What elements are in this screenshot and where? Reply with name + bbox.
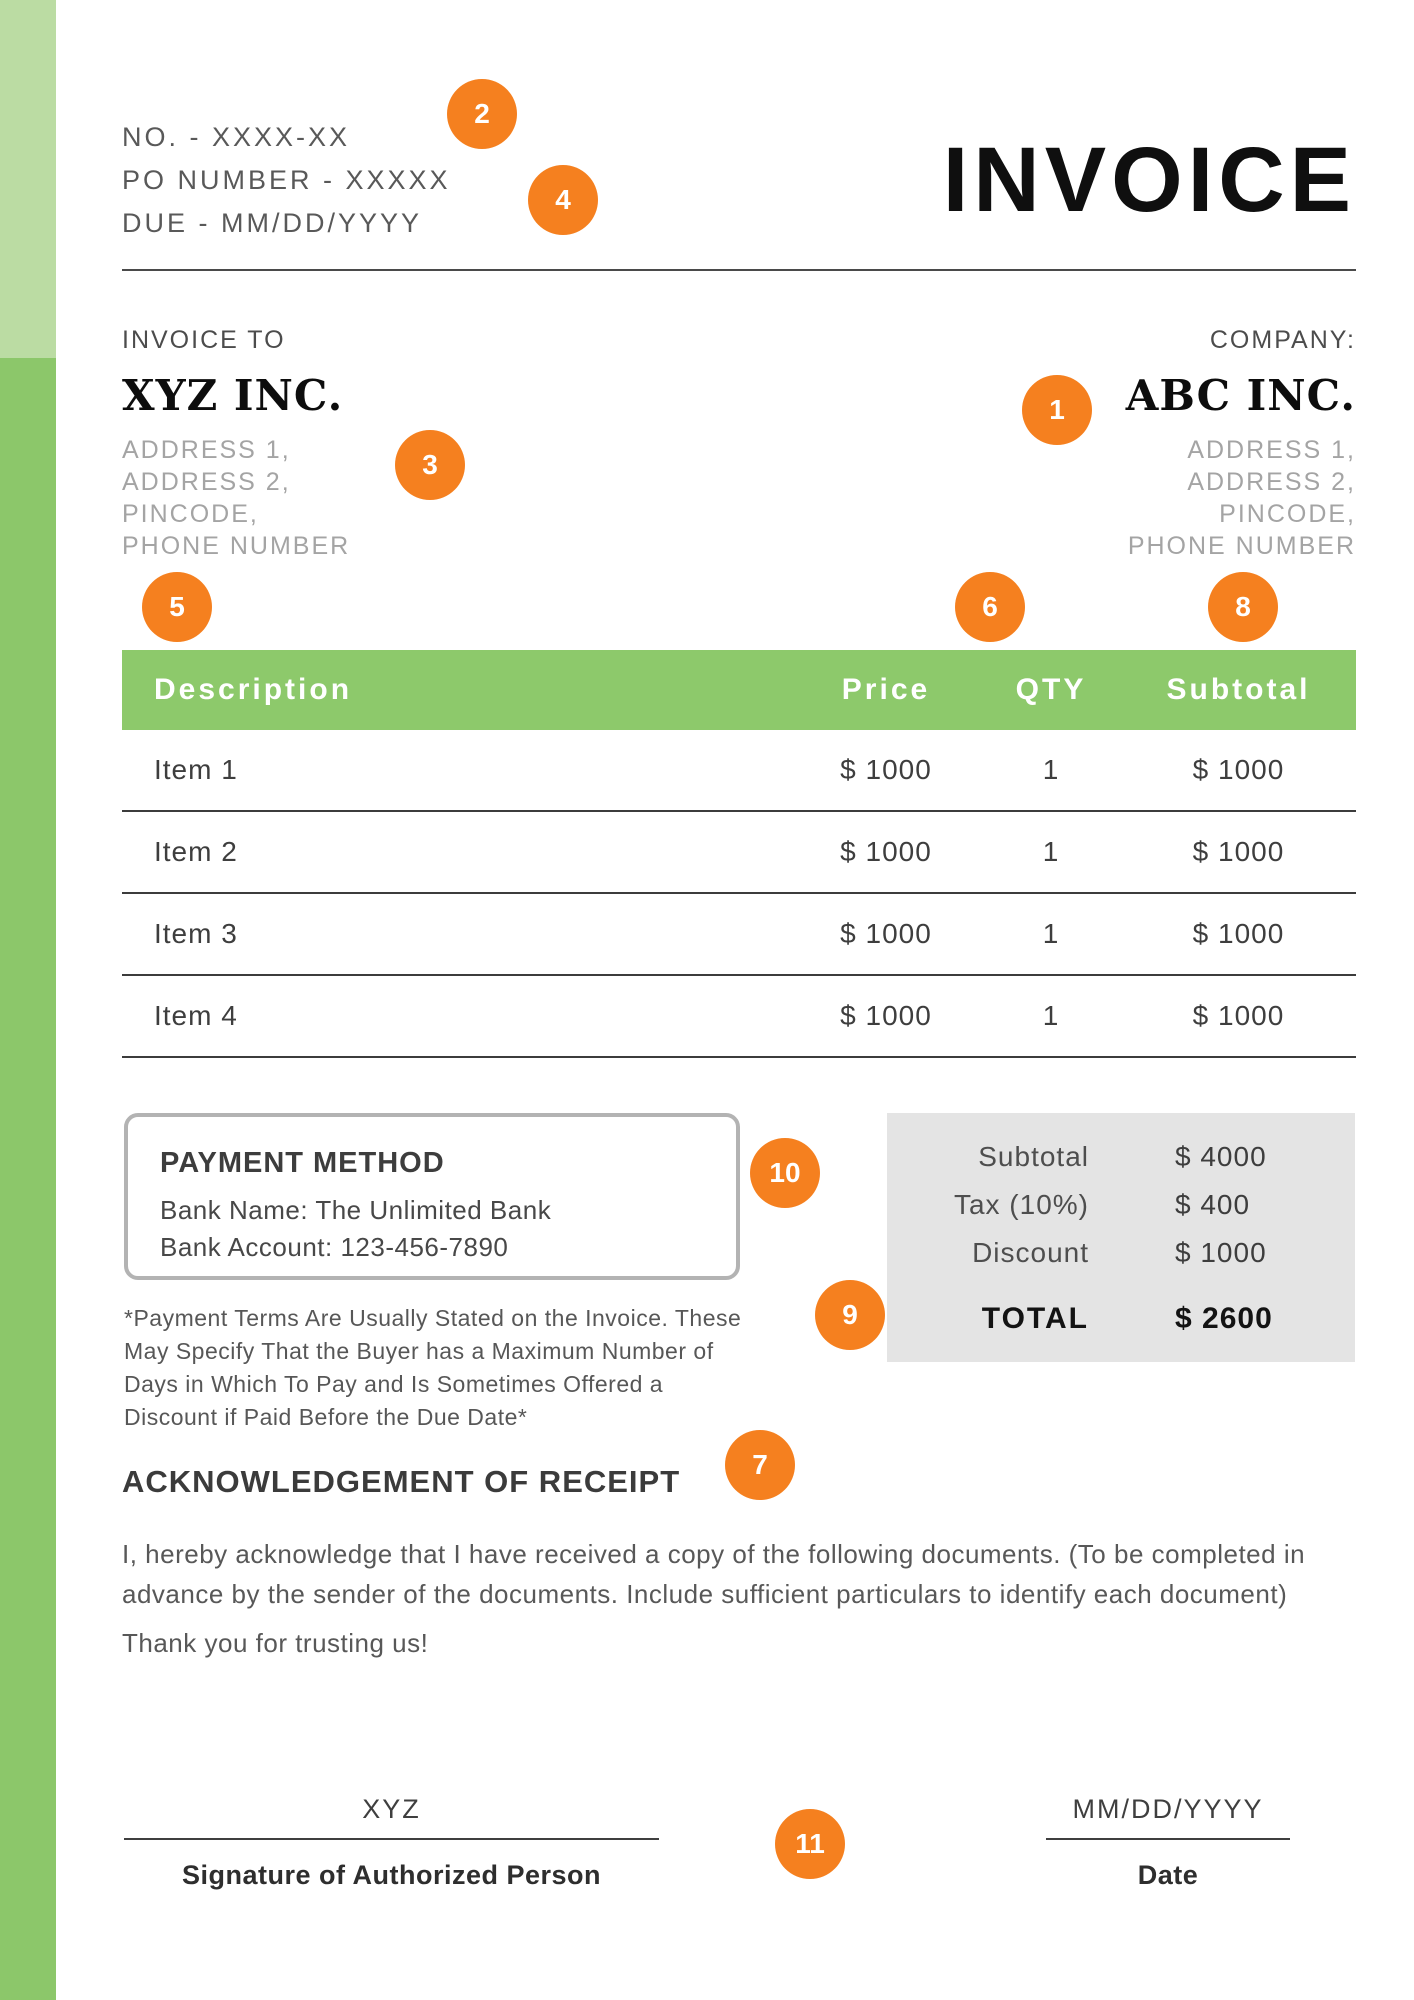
address-line: PINCODE, <box>1219 500 1356 528</box>
tax-label: Tax (10%) <box>953 1189 1089 1220</box>
item-description: Item 2 <box>154 836 238 867</box>
item-price: $ 1000 <box>840 754 932 785</box>
table-row <box>122 730 1356 812</box>
item-price: $ 1000 <box>840 918 932 949</box>
company-block <box>1126 326 1356 562</box>
table-row <box>122 894 1356 976</box>
acknowledgement-heading: ACKNOWLEDGEMENT OF RECEIPT <box>122 1464 681 1499</box>
discount-label: Discount <box>972 1237 1089 1268</box>
totals-row <box>887 1229 1355 1277</box>
item-qty: 1 <box>1042 836 1060 867</box>
item-subtotal: $ 1000 <box>1192 754 1285 785</box>
col-header-subtotal: Subtotal <box>1166 673 1311 706</box>
signature-line <box>124 1838 659 1840</box>
total-value: $ 2600 <box>1175 1302 1273 1335</box>
address-line: ADDRESS 2, <box>122 468 291 496</box>
signature-name: XYZ <box>362 1794 421 1824</box>
totals-row <box>887 1181 1355 1229</box>
annotation-marker-1: 1 <box>1022 375 1092 445</box>
item-description: Item 1 <box>154 754 238 785</box>
total-label: TOTAL <box>981 1302 1089 1335</box>
item-price: $ 1000 <box>840 1000 932 1031</box>
annotation-marker-6: 6 <box>955 572 1025 642</box>
discount-value: $ 1000 <box>1175 1237 1267 1268</box>
item-description: Item 3 <box>154 918 238 949</box>
item-subtotal: $ 1000 <box>1192 1000 1285 1031</box>
col-header-price: Price <box>841 673 931 706</box>
payment-terms-note: *Payment Terms Are Usually Stated on the Invoice. These May Specify That the Buyer has a Maximum Number of Days in Which To Pay and Is Sometimes Offered a Discount if Paid Before the Due Date* <box>124 1305 742 1430</box>
left-stripe-dark <box>0 358 56 2000</box>
invoice-number: NO. - XXXX-XX <box>122 122 351 152</box>
bill-to-name: XYZ INC. <box>122 371 344 420</box>
acknowledgement-body: I, hereby acknowledge that I have received a copy of the following documents. (To be completed in advance by the sender of the documents. Include sufficient particulars to identify each document) <box>122 1539 1306 1609</box>
annotation-marker-9: 9 <box>815 1280 885 1350</box>
annotation-marker-2: 2 <box>447 79 517 149</box>
company-label: COMPANY: <box>1209 326 1356 354</box>
bill-to-label: INVOICE TO <box>122 326 286 354</box>
item-qty: 1 <box>1042 754 1060 785</box>
signature-label: Signature of Authorized Person <box>181 1860 602 1890</box>
company-address <box>1126 434 1356 562</box>
bill-to-address <box>122 434 350 562</box>
thank-you-note: Thank you for trusting us! <box>122 1628 429 1658</box>
company-name: ABC INC. <box>1125 371 1356 420</box>
grand-total-row <box>887 1295 1355 1343</box>
annotation-marker-10: 10 <box>750 1138 820 1208</box>
annotation-marker-8: 8 <box>1208 572 1278 642</box>
items-table <box>122 650 1356 1058</box>
invoice-meta <box>122 116 451 245</box>
tax-value: $ 400 <box>1175 1189 1251 1220</box>
page-title: INVOICE <box>942 129 1356 231</box>
subtotal-label: Subtotal <box>978 1141 1089 1172</box>
table-row <box>122 812 1356 894</box>
annotation-marker-4: 4 <box>528 165 598 235</box>
address-line: PHONE NUMBER <box>122 532 351 560</box>
bill-to-block <box>122 326 350 562</box>
due-date: DUE - MM/DD/YYYY <box>122 208 423 238</box>
bank-name: Bank Name: The Unlimited Bank <box>160 1195 552 1225</box>
item-subtotal: $ 1000 <box>1192 918 1285 949</box>
left-stripe-light <box>0 0 56 358</box>
col-header-qty: QTY <box>1015 673 1087 706</box>
annotation-marker-11: 11 <box>775 1809 845 1879</box>
table-header-row <box>122 650 1356 730</box>
date-line <box>1046 1838 1290 1840</box>
po-number: PO NUMBER - XXXXX <box>122 165 451 195</box>
item-qty: 1 <box>1042 918 1060 949</box>
annotation-marker-7: 7 <box>725 1430 795 1500</box>
header-divider <box>122 269 1356 271</box>
item-qty: 1 <box>1042 1000 1060 1031</box>
item-subtotal: $ 1000 <box>1192 836 1285 867</box>
totals-box <box>887 1113 1355 1362</box>
totals-row <box>887 1133 1355 1181</box>
address-line: ADDRESS 1, <box>1187 436 1356 464</box>
address-line: ADDRESS 1, <box>122 436 291 464</box>
address-line: PHONE NUMBER <box>1127 532 1356 560</box>
address-line: ADDRESS 2, <box>1187 468 1356 496</box>
payment-method-box <box>124 1113 740 1280</box>
table-row <box>122 976 1356 1058</box>
item-price: $ 1000 <box>840 836 932 867</box>
annotation-marker-3: 3 <box>395 430 465 500</box>
address-line: PINCODE, <box>122 500 259 528</box>
payment-method-title: PAYMENT METHOD <box>160 1147 445 1179</box>
annotation-marker-5: 5 <box>142 572 212 642</box>
bank-account: Bank Account: 123-456-7890 <box>160 1232 509 1262</box>
item-description: Item 4 <box>154 1000 238 1031</box>
date-label: Date <box>1137 1860 1199 1890</box>
signature-date: MM/DD/YYYY <box>1072 1794 1264 1824</box>
col-header-description: Description <box>154 673 353 706</box>
subtotal-value: $ 4000 <box>1175 1141 1267 1172</box>
